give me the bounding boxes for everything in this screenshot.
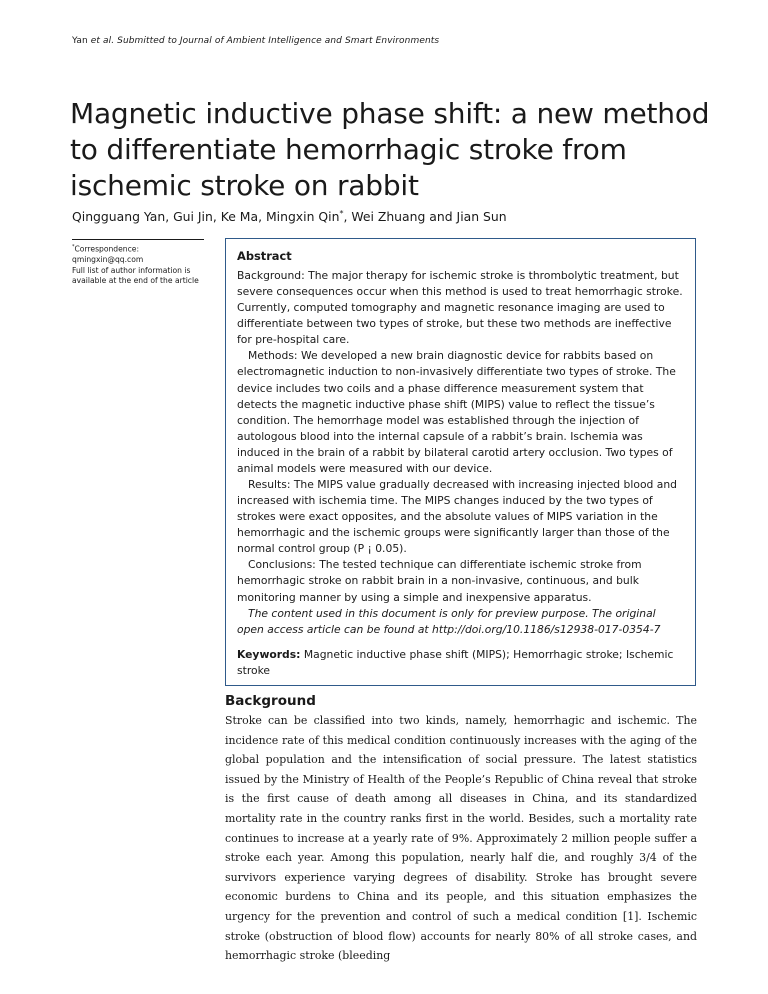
running-header-et-al: et al. [90, 36, 115, 46]
keywords-label: Keywords: [237, 647, 301, 661]
running-header [72, 36, 439, 46]
authors-after-mark: , Wei Zhuang and Jian Sun [343, 209, 507, 225]
abstract-methods: Methods: We developed a new brain diagnostic device for rabbits based on electromagnetic induction to non-invasively differentiate two types of stroke. The device includes two coils and a phase difference measurement system that detects the magnetic inductive phase shift (MIPS) value to reflect the tissue’s condition. The hemorrhage model was established through the injection of autologous blood into the internal capsule of a rabbit’s brain. Ischemia was induced in the brain of a rabbit by bilateral carotid artery occlusion. Two types of animal models were measured with our device. [237, 349, 676, 475]
correspondence-note [72, 239, 204, 287]
abstract-conclusions: Conclusions: The tested technique can differentiate ischemic stroke from hemorrhagic stroke on rabbit brain in a non-invasive, continuous, and bulk monitoring manner by using a simple and inexpensive apparatus. [237, 558, 642, 604]
article-title: Magnetic inductive phase shift: a new method to differentiate hemorrhagic stroke from ischemic stroke on rabbit [70, 97, 710, 202]
running-header-journal: Submitted to Journal of Ambient Intelligence and Smart Environments [117, 36, 440, 46]
background-text: Stroke can be classified into two kinds, namely, hemorrhagic and ischemic. The incidence rate of this medical condition continuously increases with the aging of the global population and the intensification of social pressure. The latest statistics issued by the Ministry of Health of the People’s Republic of China reveal that stroke is the first cause of death among all diseases in China, and its standardized mortality rate in the country ranks first in the world. Besides, such a mortality rate continues to increase at a yearly rate of 9%. Approximately 2 million people suffer a stroke each year. Among this population, nearly half die, and roughly 3/4 of the survivors experience varying degrees of disability. Stroke has brought severe economic burdens to China and its people, and this situation emphasizes the urgency for the prevention and control of such a medical condition [1]. Ischemic stroke (obstruction of blood flow) accounts for nearly 80% of all stroke cases, and hemorrhagic stroke (bleeding [225, 714, 697, 963]
author-list [72, 209, 507, 224]
abstract-background: Background: The major therapy for ischemic stroke is thrombolytic treatment, but severe consequences occur when this method is used to treat hemorrhagic stroke. Currently, computed tomography and magnetic resonance imaging are used to differentiate between two types of stroke, but these two methods are ineffective for pre-hospital care. [237, 269, 683, 347]
correspondence-label: Correspondence: [74, 244, 140, 254]
authors-before-mark: Qingguang Yan, Gui Jin, Ke Ma, Mingxin Qin [72, 209, 340, 225]
corresponding-mark: * [339, 209, 344, 218]
correspondence-line [72, 242, 204, 255]
abstract-results: Results: The MIPS value gradually decreased with increasing injected blood and increased with ischemia time. The MIPS changes induced by the two types of strokes were exact opposites, and the absolute values of MIPS variation in the hemorrhagic and the ischemic groups were significantly larger than those of the normal control group (P ¡ 0.05). [237, 478, 677, 556]
preview-note: The content used in this document is only for preview purpose. The original open access article can be found at http://doi.org/10.1186/s12938-017-0354-7 [237, 606, 661, 636]
abstract-box [225, 238, 696, 686]
abstract-body [237, 268, 685, 638]
keywords-list: Magnetic inductive phase shift (MIPS); Hemorrhagic stroke; Ischemic stroke [237, 647, 674, 677]
correspondence-email[interactable]: qmingxin@qq.com [72, 255, 144, 265]
abstract-heading: Abstract [237, 249, 292, 263]
author-info-note: Full list of author information is available at the end of the article [72, 265, 199, 286]
background-heading: Background [225, 693, 316, 709]
keywords [237, 647, 685, 679]
running-header-authors: Yan [72, 36, 88, 46]
note-mark: * [72, 244, 75, 250]
note-rule [72, 239, 204, 240]
